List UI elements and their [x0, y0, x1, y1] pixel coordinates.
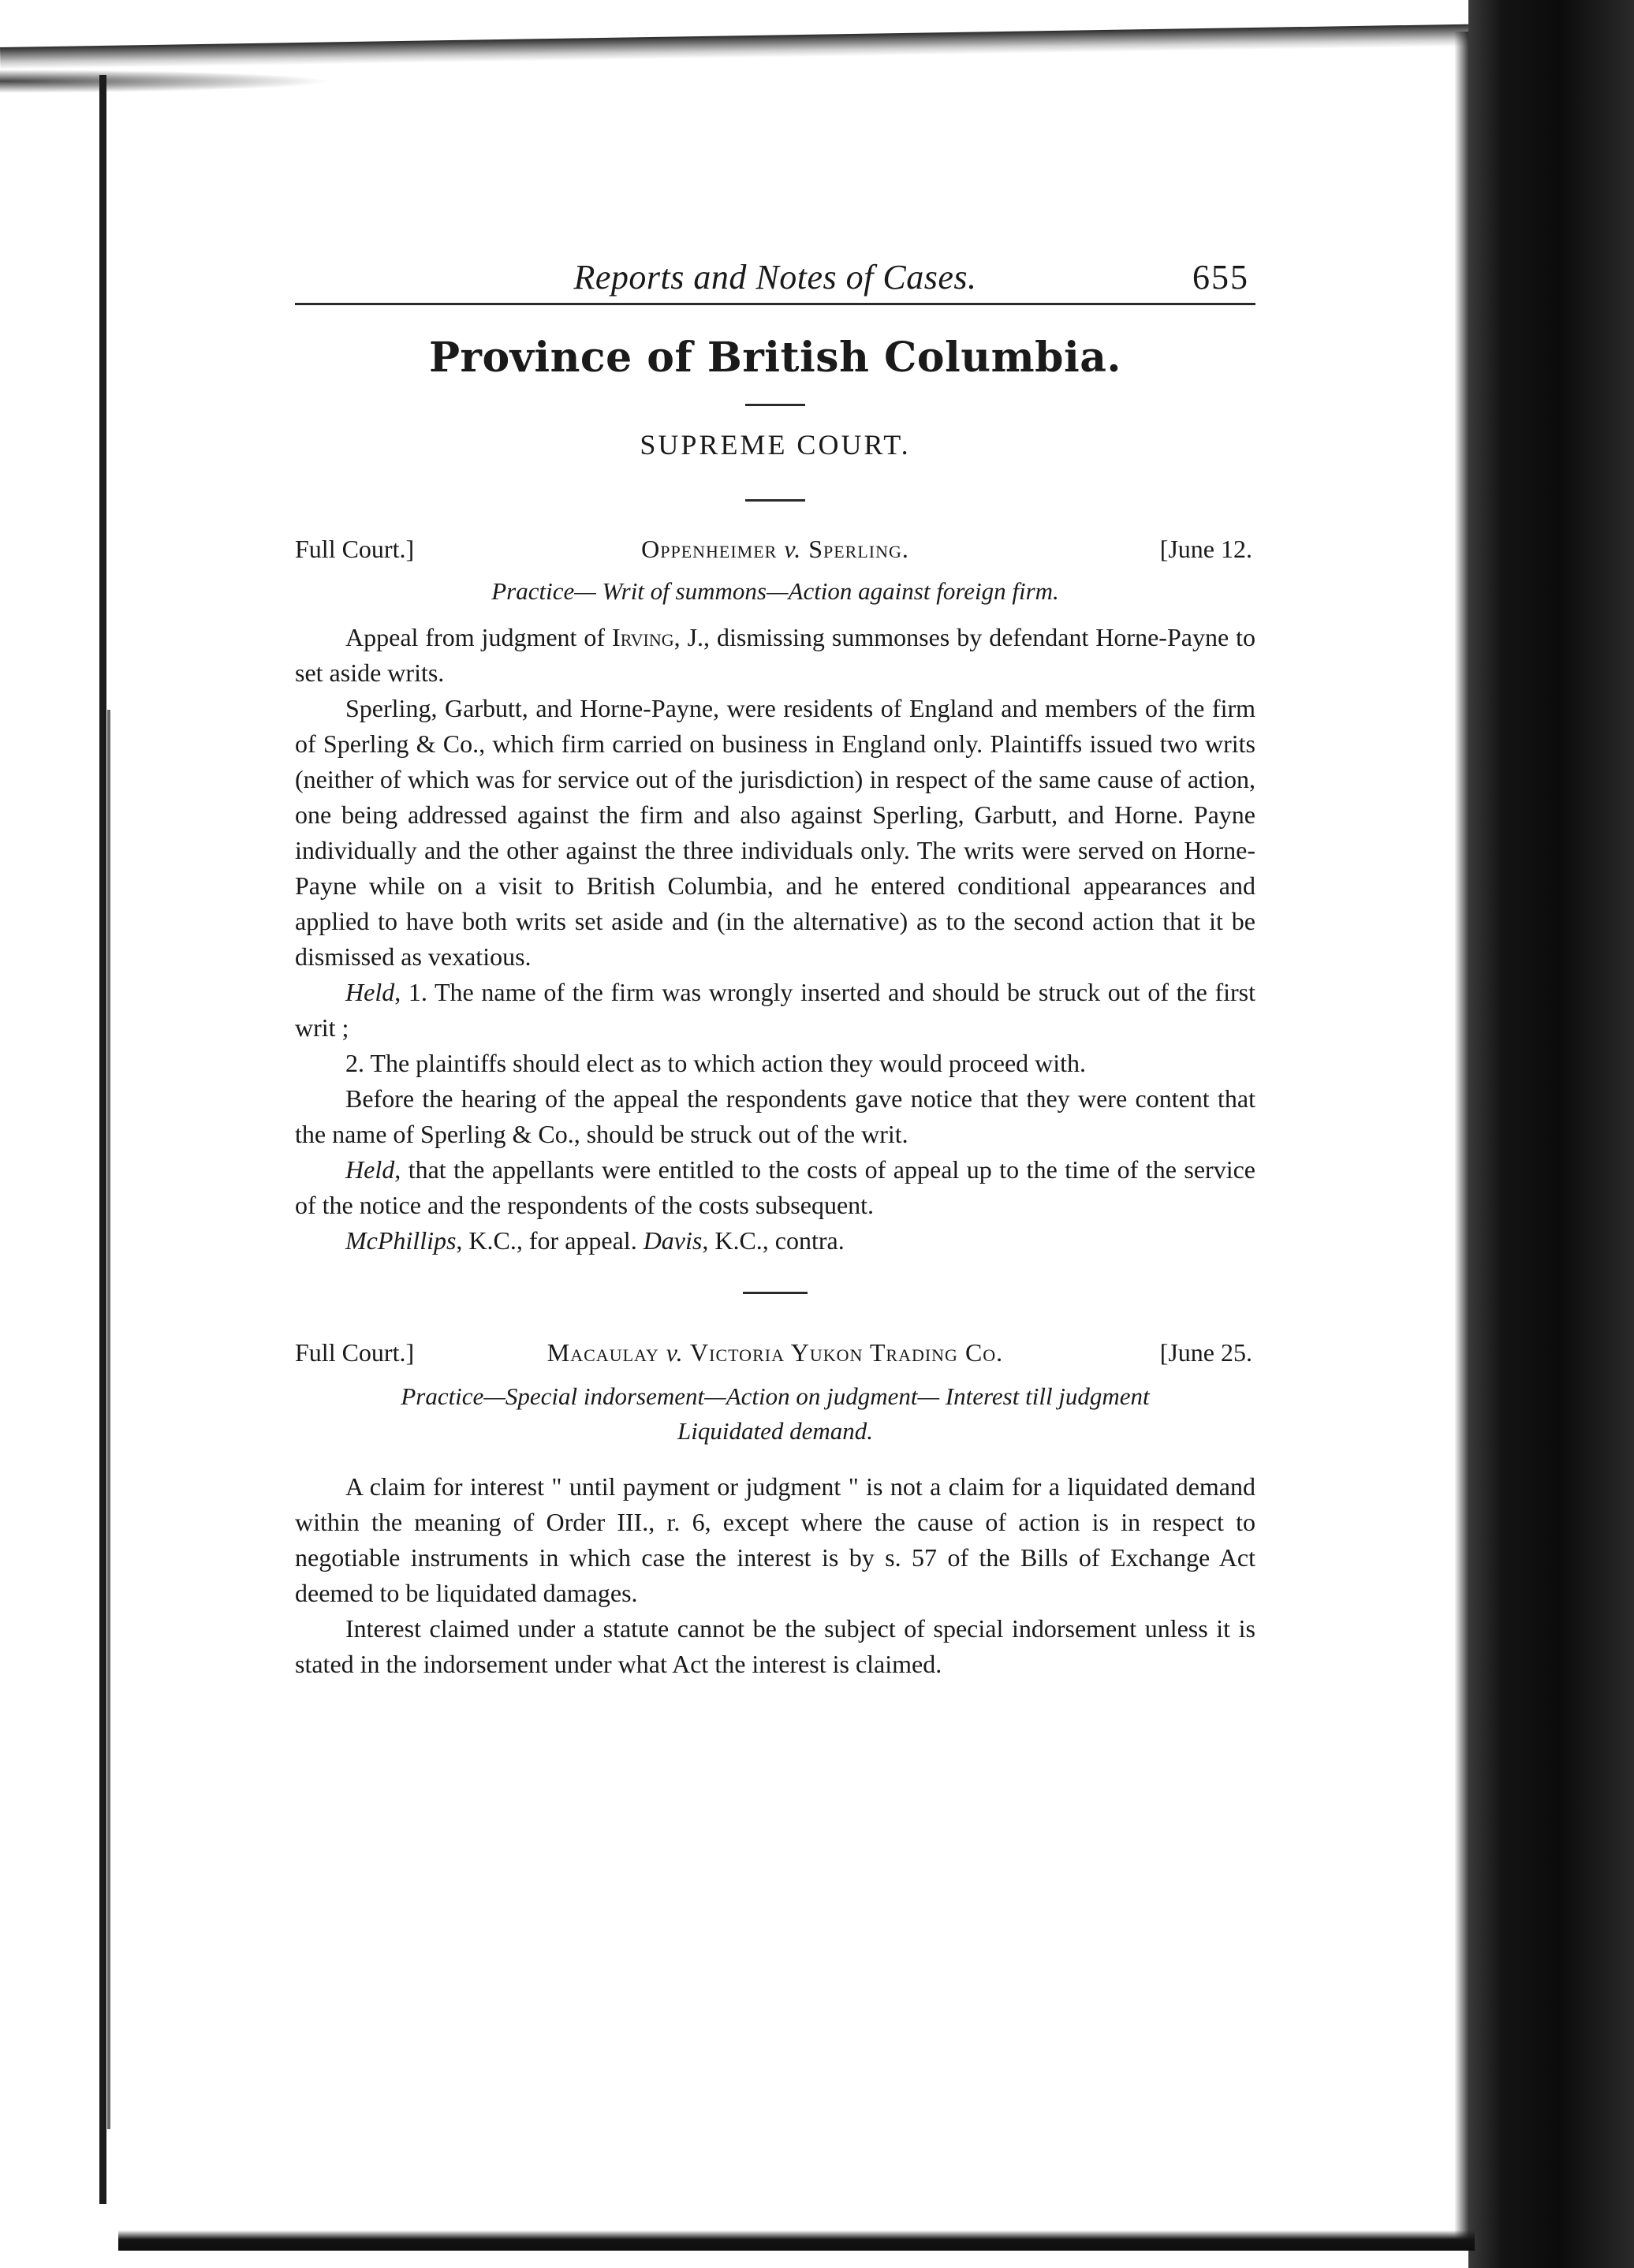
case-court: Full Court.] — [295, 535, 415, 563]
case-versus: v. — [666, 1338, 684, 1367]
counsel-name: McPhillips — [345, 1226, 457, 1255]
case-versus: v. — [784, 535, 802, 563]
section-rule — [745, 404, 805, 406]
held-label: Held — [345, 1155, 395, 1184]
paragraph-text: , J., dismissing summonses by defendant Horne-Payne to set aside writs. — [295, 623, 1256, 687]
scan-shadow-bottom — [118, 2230, 1475, 2251]
running-head — [295, 252, 1255, 305]
scan-shadow-top-left — [0, 69, 331, 93]
paragraph: A claim for interest " until payment or judgment " is not a claim for a liquidated demand within the meaning of Order III., r. 6, except where the cause of action is in respect to negotiable instruments in which case the interest is by s. 57 of the Bills of Exchange Act deemed to be liquidated damages. — [295, 1472, 1255, 1607]
catchline-line-1: Practice—Special indorsement—Action on judgment— Interest till judgment — [401, 1382, 1150, 1410]
paragraph-text: , K.C., contra. — [702, 1226, 845, 1255]
scan-shadow-left — [99, 75, 106, 2204]
counsel-line — [295, 1223, 1255, 1259]
case-party-1: Macaulay — [547, 1338, 659, 1367]
province-heading: Province of British Columbia. — [428, 334, 1122, 382]
paragraph — [295, 1152, 1255, 1223]
scan-shadow-right-edge — [1454, 32, 1468, 2240]
case-catchline: Practice— Writ of summons—Action against foreign firm. — [491, 577, 1059, 605]
paragraph — [295, 620, 1255, 691]
paragraph-text: Appeal from judgment of — [345, 623, 613, 651]
case-title — [295, 1338, 1255, 1367]
scan-shadow-left-inner — [107, 710, 110, 2129]
case-party-2: Victoria Yukon Trading Co. — [690, 1338, 1004, 1367]
case-title — [295, 535, 1255, 564]
judge-name: Irving — [612, 623, 674, 651]
case-date: [June 12. — [1159, 535, 1252, 563]
court-heading: SUPREME COURT. — [640, 429, 911, 461]
case-date: [June 25. — [1159, 1338, 1252, 1367]
case-catchline — [295, 1379, 1255, 1449]
paragraph: Sperling, Garbutt, and Horne-Payne, were residents of England and members of the firm of Sperling & Co., which firm carried on business in England only. Plaintiffs issued two writs (neither of which was for service out of the jurisdiction) in respect of the same cause of action, one being addressed against the firm and also against Sperling, Garbutt, and Horne. Payne individually and the other against the three individuals only. The writs were served on Horne-Payne while on a visit to British Columbia, and he entered conditional appearances and applied to have both writs set aside and (in the alternative) as to the second action that it be dismissed as vexatious. — [295, 694, 1255, 971]
case-header-1 — [295, 535, 1255, 573]
case-party-1: Oppenheimer — [641, 535, 778, 563]
running-title: Reports and Notes of Cases. — [573, 258, 977, 297]
scan-shadow-top — [0, 24, 1498, 69]
paragraph: Before the hearing of the appeal the respondents gave notice that they were content that the name of Sperling & Co., should be struck out of the writ. — [295, 1084, 1255, 1148]
scan-shadow-right — [1468, 0, 1634, 2268]
case-court: Full Court.] — [295, 1338, 415, 1367]
paragraph: Interest claimed under a statute cannot be the subject of special indorsement unless it is stated in the indorsement under what Act the interest is claimed. — [295, 1614, 1255, 1678]
paragraph — [295, 975, 1255, 1046]
counsel-name: Davis — [643, 1226, 703, 1255]
paragraph-text: , that the appellants were entitled to the costs of appeal up to the time of the service of the notice and the respondents of the costs subsequent. — [295, 1155, 1255, 1219]
case-party-2: Sperling. — [808, 535, 909, 563]
case-header-2 — [295, 1338, 1255, 1376]
section-rule — [743, 1292, 808, 1294]
paragraph: 2. The plaintiffs should elect as to which action they would proceed with. — [345, 1049, 1087, 1077]
page-number: 655 — [1192, 258, 1249, 297]
book-page — [295, 252, 1255, 1682]
section-rule — [745, 499, 805, 502]
catchline-line-2: Liquidated demand. — [677, 1417, 873, 1445]
paragraph-text: , 1. The name of the firm was wrongly inserted and should be struck out of the first writ ; — [295, 978, 1255, 1042]
paragraph-text: , K.C., for appeal. — [456, 1226, 644, 1255]
held-label: Held — [345, 978, 395, 1006]
